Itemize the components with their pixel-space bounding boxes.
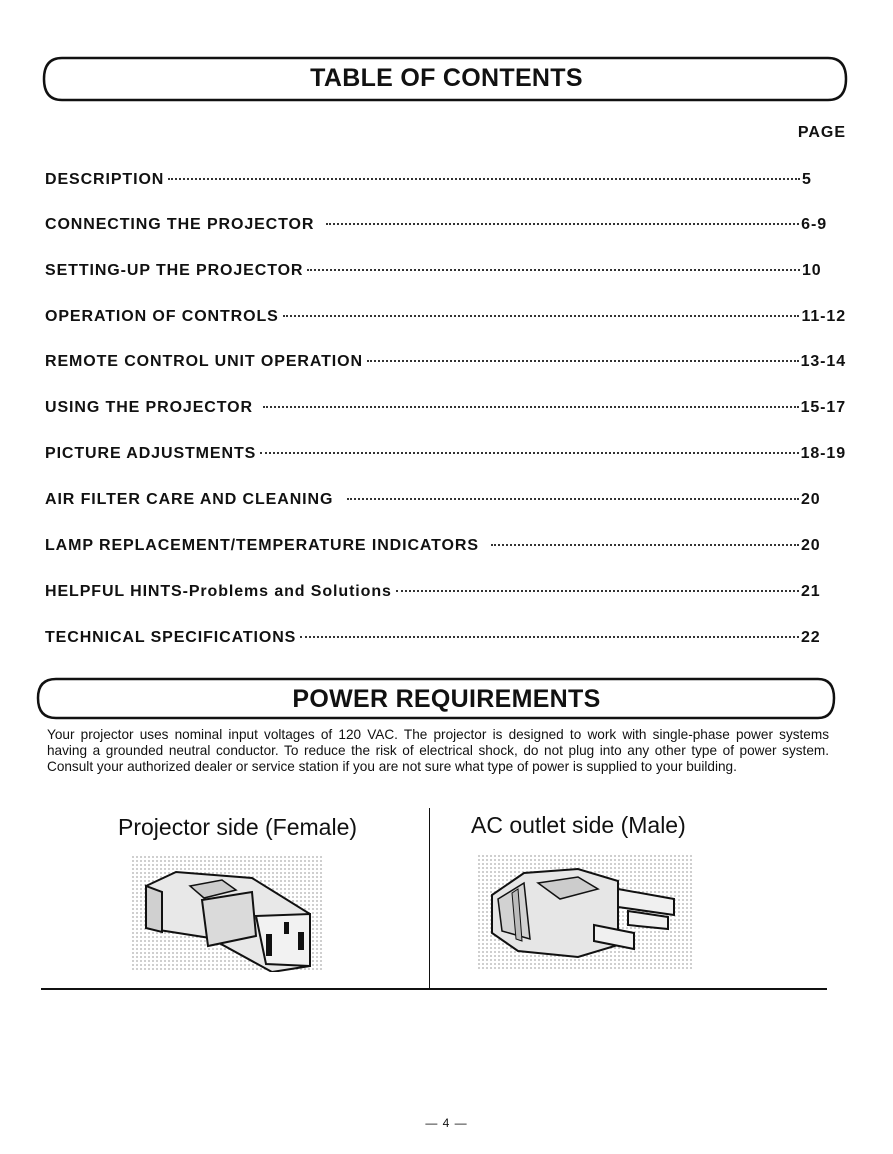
toc-title: TABLE OF CONTENTS [310,64,583,92]
toc-entry-page: 20 [801,537,821,554]
dot-leader [326,223,799,225]
page-column-header: PAGE [797,124,846,141]
toc-entry-page: 10 [802,262,822,279]
toc-entry [45,537,821,559]
power-description: Your projector uses nominal input voltages of 120 VAC. The projector is designed to work with single-phase power systems having a grounded neutral conductor. To reduce the risk of electrical shock, do not plug into any other type of power system. Consult your authorized dealer or service station if you are not sure what type of power is supplied to your building. [47,727,829,774]
toc-entry-page: 11-12 [801,308,846,325]
power-banner [0,676,893,724]
toc-entry-label: CONNECTING THE PROJECTOR [45,216,315,233]
dot-leader [283,315,800,317]
toc-entry-label: OPERATION OF CONTROLS [45,308,279,325]
dot-leader [260,452,798,454]
toc-entry [45,445,846,467]
toc-entry-label: SETTING-UP THE PROJECTOR [45,262,304,279]
dot-leader [367,360,799,362]
toc-entry [45,308,846,330]
dot-leader [491,544,799,546]
dot-leader [168,178,800,180]
female-plug-label: Projector side (Female) [118,814,358,840]
toc-entry [45,353,846,375]
toc-entry-page: 6-9 [801,216,827,233]
toc-entry-page: 15-17 [800,399,846,416]
toc-entry [45,583,821,605]
toc-entry-label: TECHNICAL SPECIFICATIONS [45,629,297,646]
toc-entry-label: USING THE PROJECTOR [45,399,253,416]
male-plug-label: AC outlet side (Male) [471,812,686,838]
dot-leader [300,636,799,638]
male-plug-image [478,855,692,971]
toc-entry [45,216,827,238]
toc-entry [45,262,822,284]
toc-entry-label: HELPFUL HINTS-Problems and Solutions [45,583,392,600]
toc-entry-page: 13-14 [800,353,846,370]
toc-entry-page: 5 [802,171,812,188]
toc-entry-label: DESCRIPTION [45,171,165,188]
toc-entry-page: 22 [801,629,821,646]
toc-entry-label: PICTURE ADJUSTMENTS [45,445,257,462]
female-connector-image [132,856,324,972]
toc-entry-page: 20 [801,491,821,508]
dot-leader [307,269,800,271]
dot-leader [263,406,799,408]
toc-entry-page: 21 [801,583,821,600]
power-title: POWER REQUIREMENTS [292,685,601,713]
toc-entry-label: AIR FILTER CARE AND CLEANING [45,491,334,508]
toc-entry [45,399,846,421]
toc-entry [45,491,821,513]
toc-banner [0,55,893,105]
toc-entry-page: 18-19 [800,445,846,462]
column-divider [429,808,430,990]
toc-entry-label: REMOTE CONTROL UNIT OPERATION [45,353,363,370]
toc-entry-label: LAMP REPLACEMENT/TEMPERATURE INDICATORS [45,537,479,554]
toc-entry [45,629,821,651]
dot-leader [347,498,799,500]
page-number: — 4 — [425,1116,468,1130]
toc-entry [45,171,822,193]
bottom-rule [41,988,827,990]
dot-leader [396,590,799,592]
